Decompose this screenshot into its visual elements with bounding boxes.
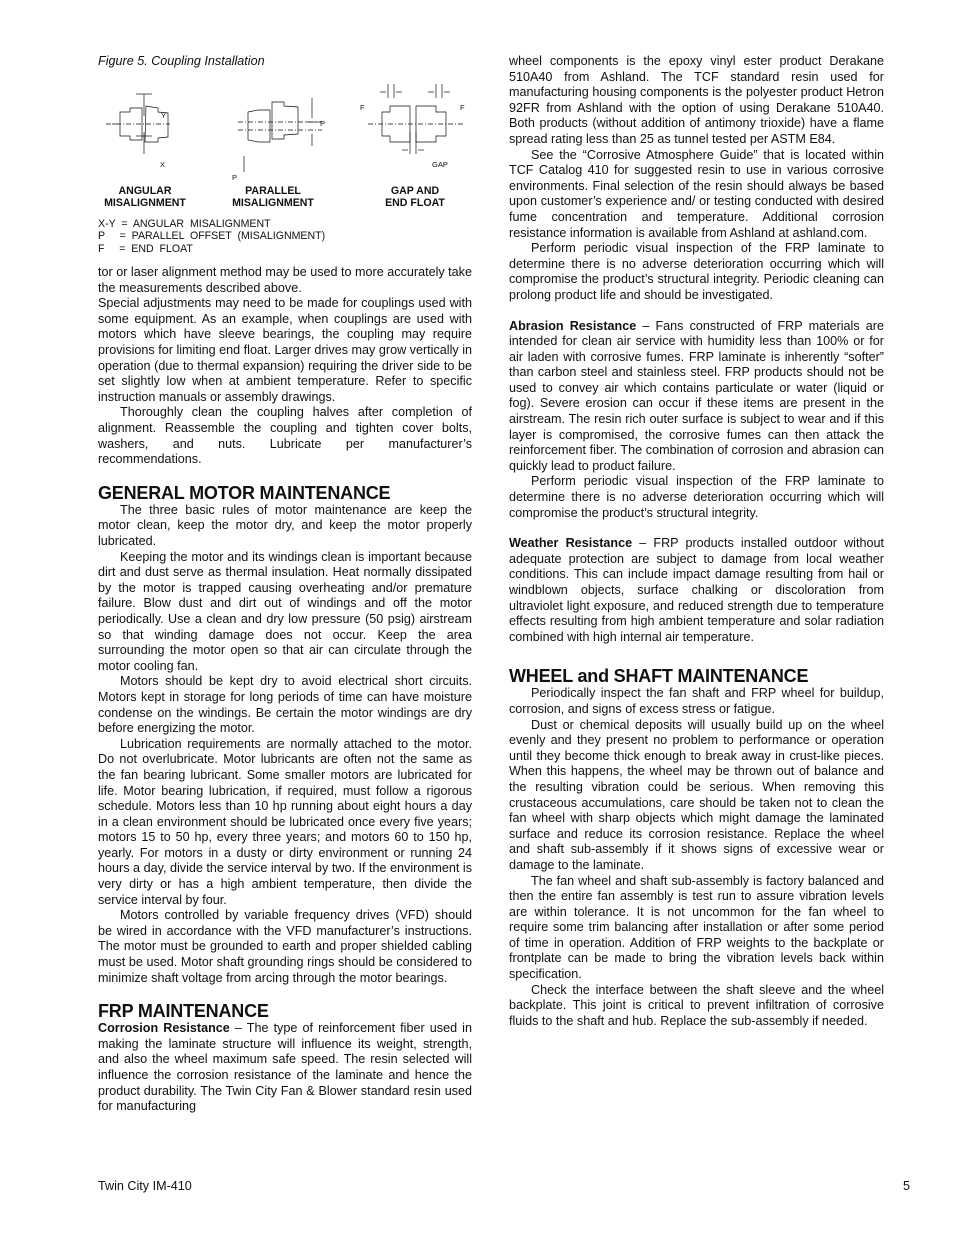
paragraph: wheel components is the epoxy vinyl ester product Derakane 510A40 from Ashland. The TCF standard resin used for manufacturing housing components is the polyester product Hetron 92FR from Ashland with the option of using Derakane 510A40. Both products (without addition of antimony trioxide) have a flame spread rating less than 25 as tunnel tested per ASTM E84. [509, 54, 884, 146]
footer-document-id: Twin City IM-410 [98, 1179, 192, 1193]
mark-f-left: F [360, 102, 365, 112]
footer-page-number: 5 [903, 1179, 911, 1193]
mark-gap: GAP [432, 159, 448, 169]
label-angular: ANGULAR MISALIGNMENT [104, 184, 186, 209]
paragraph: Keeping the motor and its windings clean is important because dirt and dust serve as thermal insulation. Heat normally dissipated by the motor is trapped causing overheating and/or premature failure. Blow dust and dirt out of windings and off the motor periodically. Use a clean and dry low pressure (50 psig) airstream so that winding damage does not occur. Keep the area surrounding the motor open so that air can circulate through the motor cooling fan. [98, 549, 472, 673]
legend-row: P = PARALLEL OFFSET (MISALIGNMENT) [98, 230, 326, 243]
lead-corrosion-resistance: Corrosion Resistance [98, 1021, 230, 1036]
mark-p-bottom: P [232, 172, 238, 182]
mark-y: Y [161, 110, 167, 120]
lead-abrasion-resistance: Abrasion Resistance [509, 318, 637, 333]
paragraph-abrasion: Abrasion Resistance – Fans constructed of FRP materials are intended for clean air service with humidity less than 100% or for air laden with corrosive fumes. FRP laminate is inherently “softer” than carbon steel and stainless steel. FRP products should not be used to convey air which contains particulate or water (liquid or fog). Severe erosion can occur if these items are present in the airstream. The resin rich outer surface is subject to wear and if this layer is compromised, the corrosive fumes can then attack the reinforcement fiber. The combination of corrosion and abrasion can quickly lead to product failure. [509, 318, 884, 473]
paragraph: Special adjustments may need to be made for couplings used with some equipment. As an example, when couplings are used with motors which have sleeve bearings, the coupling may require provisions for limiting end float. Larger drives may grow vertically in operation (due to thermal expansion) requiring the driver side to be set slightly low when at ambient temperature. Refer to specific instruction manuals or assembly drawings. [98, 296, 472, 404]
paragraph: The fan wheel and shaft sub-assembly is factory balanced and then the entire fan assembly is test run to assure vibration levels are within tolerance. It is not uncommon for the fan wheel to require some trim balancing after installation or after some period of time in operation. Addition of FRP weights to the backplate or frontplate can be made to bring the vibration levels back within specification. [509, 873, 884, 982]
paragraph: See the “Corrosive Atmosphere Guide” that is located within TCF Catalog 410 for suggested resin to use in various corrosive environments. Final selection of the resin should always be based upon customer’s experience and/ or testing conducted with desired fume concentration and temperature. Additional corrosion resistance information is available from Ashland at ashland.com. [509, 147, 884, 240]
paragraph: tor or laser alignment method may be used to more accurately take the measurements described above. [98, 265, 472, 295]
mark-f-right: F [460, 102, 465, 112]
heading-frp-maintenance: FRP MAINTENANCE [98, 1001, 269, 1022]
paragraph: Motors should be kept dry to avoid electrical short circuits. Motors kept in storage for long periods of time can have moisture condense on the windings. Be certain the motor windings are dry before energizing the motor. [98, 674, 472, 736]
label-parallel: PARALLEL MISALIGNMENT [232, 184, 314, 209]
paragraph: Dust or chemical deposits will usually build up on the wheel evenly and they present no problem to performance or operation until they become thick enough to break away in crust-like pieces. When this happens, the wheel may be thrown out of balance and the resulting vibration could be serious. When removing this crustaceous accumulations, care should be taken not to clean the fan wheel with sharp objects which might damage the laminated surface and reduce its corrosion resistance. Replace the wheel and shaft sub-assembly if it shows signs of excessive wear or damage to the laminate. [509, 717, 884, 872]
paragraph-corrosion: Corrosion Resistance – The type of reinforcement fiber used in making the laminate structure will influence its weight, strength, and also the wheel maximum safe speed. The resin selected will influence the corrosion resistance of the laminate and hence the product durability. The Twin City Fan & Blower standard resin used for manufacturing [98, 1021, 472, 1114]
coupling-figure [98, 76, 472, 209]
paragraph: Lubrication requirements are normally attached to the motor. Do not overlubricate. Motor lubricants are often not the same as the fan bearing lubricant. Some smaller motors are lubricated for life. Motor bearing lubrication, if required, must follow a rigorous schedule. Motors less than 10 hp running about eight hours a day in a clean environment should be lubricated once every five years; motors 15 to 50 hp, every three years; and motors 60 to 150 hp, yearly. For motors in a dusty or dirty environment or running 24 hours a day, divide the service interval by two. If the environment is very dirty or has a high ambient temperature, then divide the service interval by four. [98, 736, 472, 907]
right-column [509, 54, 884, 1029]
paragraph: The three basic rules of motor maintenance are keep the motor clean, keep the motor dry, and keep the motor properly lubricated. [98, 502, 472, 548]
mark-p-top: P [320, 118, 326, 128]
gap-end-float-diagram [368, 84, 464, 154]
angular-misalignment-diagram [106, 94, 170, 154]
paragraph: Perform periodic visual inspection of the FRP laminate to determine there is no adverse deterioration occurring which will compromise the product’s structural integrity. Periodic cleaning can prolong product life and should be investigated. [509, 241, 884, 302]
legend-row: X-Y = ANGULAR MISALIGNMENT [98, 217, 271, 230]
lead-weather-resistance: Weather Resistance [509, 536, 633, 551]
paragraph: Check the interface between the shaft sleeve and the wheel backplate. This joint is critical to prevent infiltration of corrosive fluids to the shaft and hub. Replace the sub-assembly if needed. [509, 982, 884, 1028]
left-column [98, 54, 472, 1115]
coupling-diagrams [98, 76, 472, 184]
heading-general-motor-maintenance: GENERAL MOTOR MAINTENANCE [98, 482, 391, 503]
paragraph: Motors controlled by variable frequency drives (VFD) should be wired in accordance with the VFD manufacturer’s instructions. The motor must be grounded to earth and proper shielded cabling must be used. Motor shaft grounding rings should be considered to minimize shaft voltage from arcing through the motor bearings. [98, 908, 472, 985]
paragraph: Perform periodic visual inspection of the FRP laminate to determine there is no adverse deterioration occurring which will compromise the product’s structural integrity. [509, 474, 884, 520]
mark-x: X [160, 159, 166, 169]
figure-legend [98, 218, 472, 256]
paragraph: Periodically inspect the fan shaft and FRP wheel for buildup, corrosion, and signs of excess stress or fatigue. [509, 686, 884, 716]
parallel-misalignment-diagram [238, 98, 322, 172]
legend-row: F = END FLOAT [98, 242, 193, 255]
label-gap: GAP AND END FLOAT [385, 184, 445, 209]
figure-caption: Figure 5. Coupling Installation [98, 54, 265, 68]
paragraph: Thoroughly clean the coupling halves after completion of alignment. Reassemble the coupling and tighten cover bolts, washers, and nuts. Lubricate per manufacturer’s recommendations. [98, 405, 472, 467]
paragraph-weather: Weather Resistance – FRP products installed outdoor without adequate protection are subject to damage from local weather conditions. This can include impact damage resulting from hail or windblown objects, surface chalking or discoloration from ultraviolet light exposure, and reduced strength due to temperature effects resulting from high ambient temperature and solar radiation combined with high internal air temperature. [509, 536, 884, 644]
heading-wheel-shaft-maintenance: WHEEL and SHAFT MAINTENANCE [509, 666, 809, 687]
